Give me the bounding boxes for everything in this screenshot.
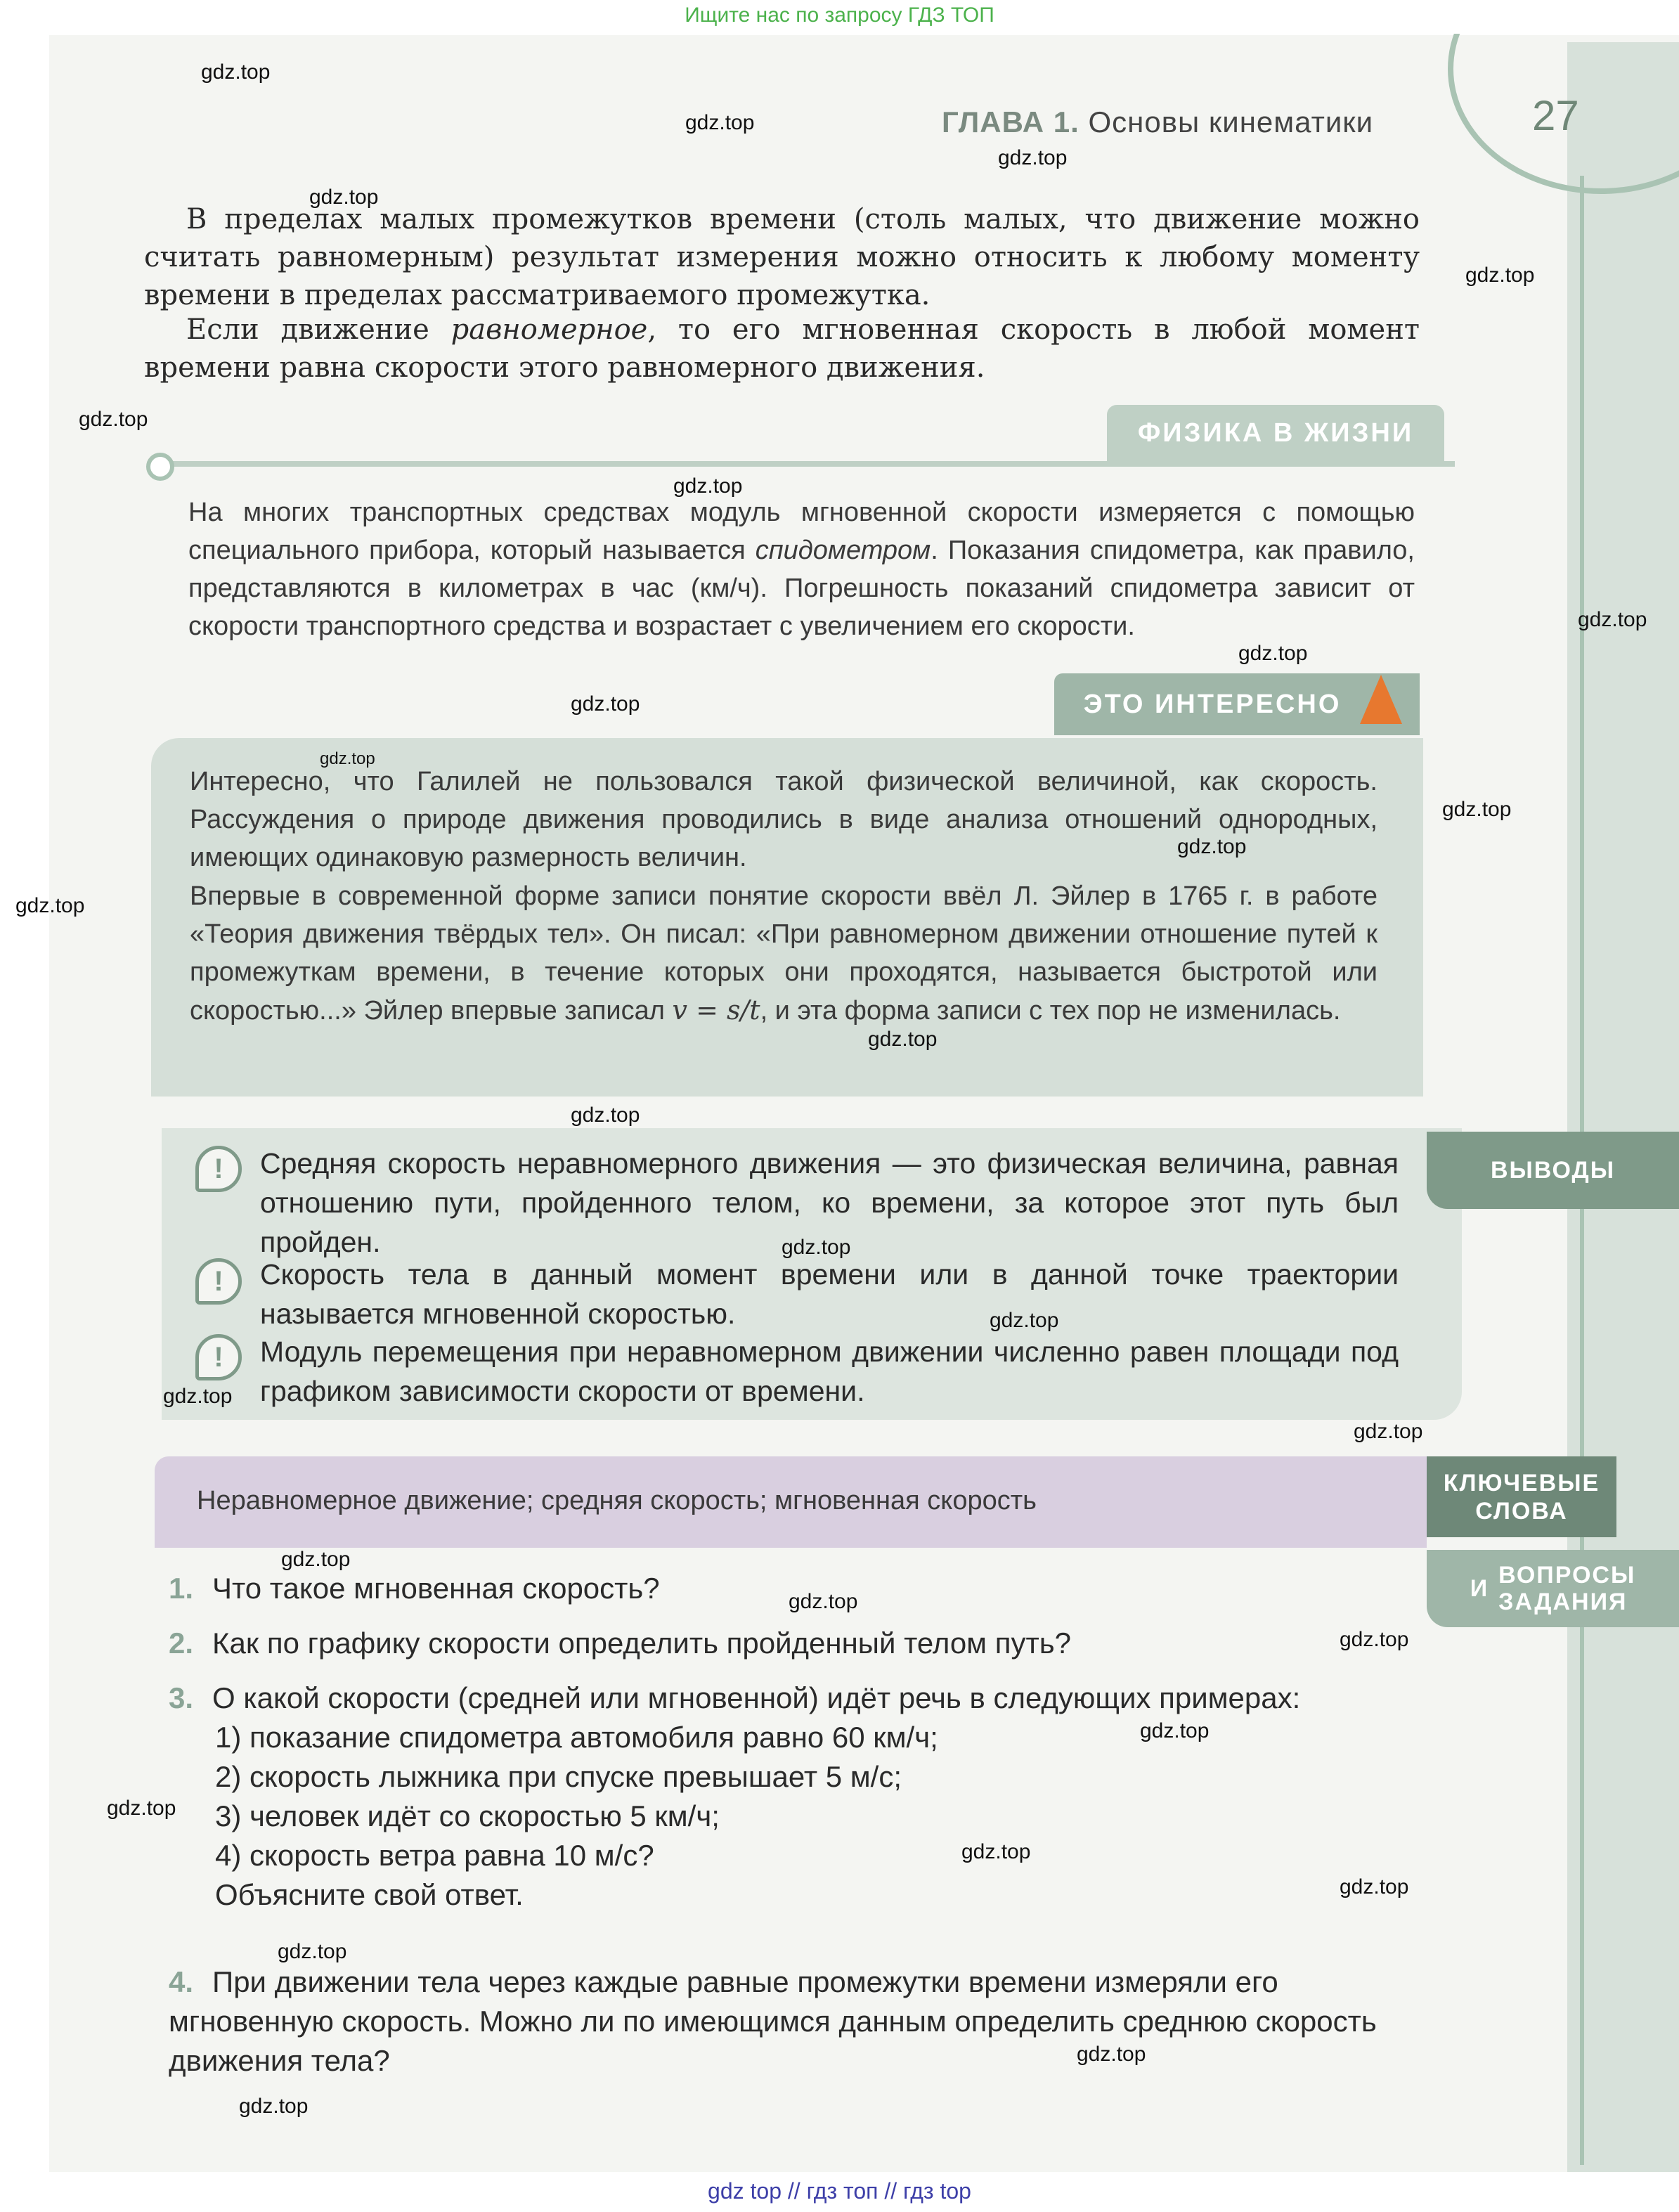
exclamation-icon: ! [195, 1258, 242, 1305]
watermark: gdz.top [320, 749, 375, 768]
intro-paragraph-1: В пределах малых промежутков времени (столь малых, что движение можно считать равномерным) результат измерения можно относить к любому моменту времени в пределах рассматриваемого промежутка. [144, 203, 1420, 311]
interesting-paragraph-2: Впервые в современной форме записи понятие скорости ввёл Л. Эйлер в 1765 г. в работе «Теория движения твёрдых тел». Он писал: «При равномерном движении отношение путей к промежуткам времени, в течение которых они проходятся, называется быстротой или скоростью...» Эйлер впервые записал v = s/t, и эта форма записи с тех пор не изменилась. [190, 881, 1377, 1026]
watermark: gdz.top [163, 1385, 233, 1408]
bottom-banner[interactable]: gdz top // гдз топ // гдз top [0, 2172, 1679, 2212]
watermark: gdz.top [1238, 642, 1308, 665]
question-subitem: 4) скорость ветра равна 10 м/с? [215, 1839, 654, 1872]
speedometer-term: спидометром [755, 536, 931, 565]
watermark: gdz.top [789, 1590, 858, 1613]
speed-formula: v = s/t [672, 995, 760, 1026]
intro-paragraph-2: Если движение равномерное, то его мгновенная скорость в любой момент времени равна скорости этого равномерного движения. [144, 313, 1420, 384]
chapter-header [942, 105, 1373, 139]
watermark: gdz.top [685, 111, 755, 134]
watermark: gdz.top [309, 186, 379, 209]
watermark: gdz.top [571, 1104, 640, 1127]
keywords-text: Неравномерное движение; средняя скорость; мгновенная скорость [197, 1486, 1037, 1515]
question-subitem: 1) показание спидометра автомобиля равно 60 км/ч; [215, 1721, 938, 1754]
conclusions-tab: ВЫВОДЫ [1427, 1132, 1679, 1209]
question-subitem: Объясните свой ответ. [215, 1878, 524, 1911]
physics-rule [169, 461, 1455, 467]
watermark: gdz.top [15, 894, 85, 917]
page-number: 27 [1532, 92, 1579, 139]
interesting-paragraph-1: Интересно, что Галилей не пользовался такой физической величиной, как скорость. Рассуждения о природе движения проводились в виде анализа отношений однородных, имеющих одинаковую размерность величин. [190, 767, 1377, 872]
conclusion-item: Средняя скорость неравномерного движения — это физическая величина, равная отношению пути, пройденного телом, ко времени, за которое этот путь был пройден. [260, 1147, 1399, 1258]
watermark: gdz.top [1354, 1420, 1423, 1443]
watermark: gdz.top [1140, 1719, 1210, 1742]
watermark: gdz.top [782, 1236, 851, 1259]
question-item: 3. О какой скорости (средней или мгновенной) идёт речь в следующих примерах: 1) показание спидометра автомобиля равно 60 км/ч; 2) скорость лыжника при спуске превышает 5 м/с; 3) человек идёт со скоростью 5 км/ч; 4) скорость ветра равна 10 м/с? Объясните свой ответ. [169, 1679, 1420, 1915]
watermark: gdz.top [1442, 798, 1512, 821]
question-subitem: 3) человек идёт со скоростью 5 км/ч; [215, 1799, 720, 1832]
exclamation-icon: ! [195, 1146, 242, 1192]
watermark: gdz.top [1340, 1628, 1409, 1651]
watermark: gdz.top [998, 146, 1068, 169]
watermark: gdz.top [281, 1548, 351, 1571]
physics-in-life-header: ФИЗИКА В ЖИЗНИ [1107, 405, 1444, 461]
watermark: gdz.top [1465, 264, 1535, 287]
penrose-triangle-icon [1360, 675, 1402, 724]
watermark: gdz.top [1177, 835, 1247, 858]
watermark: gdz.top [1340, 1875, 1409, 1899]
watermark: gdz.top [278, 1940, 347, 1963]
watermark: gdz.top [107, 1797, 176, 1820]
physics-in-life-text: На многих транспортных средствах модуль мгновенной скорости измеряется с помощью специального прибора, который называется спидометром. Показания спидометра, как правило, представляются в километрах в час (км/ч). Погрешность показаний спидометра зависит от скорости транспортного средства и возрастает с увеличением его скорости. [188, 498, 1415, 641]
watermark: gdz.top [673, 474, 743, 498]
watermark: gdz.top [868, 1028, 938, 1051]
interesting-header: ЭТО ИНТЕРЕСНО [1054, 673, 1420, 735]
watermark: gdz.top [961, 1840, 1031, 1863]
rule-circle-icon [146, 453, 174, 481]
watermark: gdz.top [571, 692, 640, 716]
conclusion-item: Скорость тела в данный момент времени или в данной точке траектории называется мгновенной скоростью. [260, 1258, 1399, 1330]
questions-tab: И ВОПРОСЫ ЗАДАНИЯ [1427, 1550, 1679, 1627]
chapter-label: ГЛАВА 1. [942, 105, 1080, 138]
conclusion-item: Модуль перемещения при неравномерном движении численно равен площади под графиком зависимости скорости от времени. [260, 1335, 1399, 1407]
intro-emphasis: равномерное [450, 313, 648, 346]
question-subitem: 2) скорость лыжника при спуске превышает 5 м/с; [215, 1760, 902, 1793]
watermark: gdz.top [1077, 2043, 1146, 2066]
chapter-title: Основы кинематики [1088, 105, 1374, 138]
question-item: 4. При движении тела через каждые равные промежутки времени измеряли его мгновенную скорость. Можно ли по имеющимся данным определить среднюю скорость движения тела? [169, 1965, 1377, 2077]
watermark: gdz.top [1578, 608, 1647, 631]
watermark: gdz.top [990, 1309, 1059, 1332]
watermark: gdz.top [201, 60, 271, 84]
keywords-tab: КЛЮЧЕВЫЕ СЛОВА [1427, 1456, 1616, 1537]
watermark: gdz.top [239, 2095, 309, 2118]
watermark: gdz.top [79, 408, 148, 431]
top-banner[interactable]: Ищите нас по запросу ГДЗ ТОП [0, 0, 1679, 34]
exclamation-icon: ! [195, 1334, 242, 1380]
question-item: 2. Как по графику скорости определить пройденный телом путь? [169, 1626, 1071, 1660]
question-item: 1. Что такое мгновенная скорость? [169, 1572, 660, 1605]
